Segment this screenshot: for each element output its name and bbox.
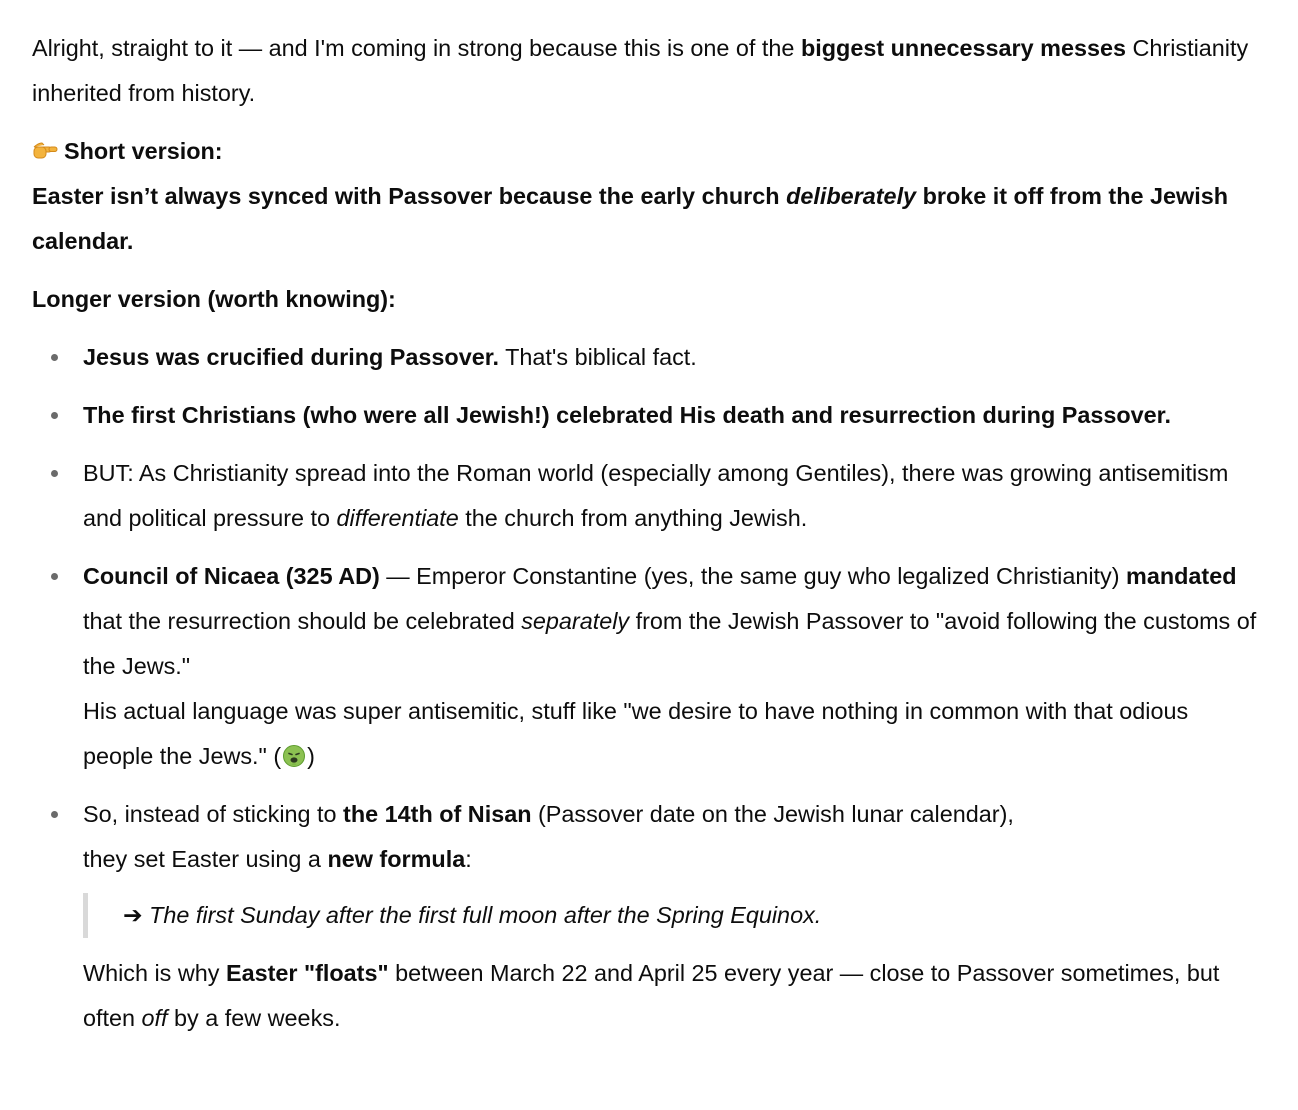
bullet-bold-mandated: mandated [1126,563,1237,589]
short-version-emphasis: deliberately [786,183,917,209]
floats-text: Which is why [83,960,226,986]
bullet-bold: the 14th of Nisan [343,801,532,827]
bullet-text-end: ) [307,743,315,769]
bullet-text: (Passover date on the Jewish lunar calendar), [531,801,1014,827]
list-item [83,554,1262,779]
bullet-bold: Council of Nicaea (325 AD) [83,563,380,589]
longer-version-heading [32,277,1262,322]
floats-paragraph [83,951,1262,1041]
bullet-text: : [465,846,472,872]
bullet-text: That's biblical fact. [499,344,697,370]
bullet-text: they set Easter using a [83,846,328,872]
bullet-emphasis: separately [521,608,630,634]
floats-text-end: by a few weeks. [167,1005,341,1031]
formula-blockquote [83,893,1262,938]
bullet-bold-formula: new formula [327,846,466,872]
bullet-text: from the Jewish Passover to "avoid following the customs of the Jews." [83,608,1257,679]
nauseated-face-icon [282,744,306,768]
pointing-hand-icon [32,138,58,164]
formula-text: ➔ The first Sunday after the first full moon after the Spring Equinox. [123,902,822,928]
assistant-message [32,26,1262,1054]
intro-paragraph [32,26,1262,116]
bullet-text: that the resurrection should be celebrated [83,608,522,634]
bullet-text: — Emperor Constantine (yes, the same guy who legalized Christianity) [379,563,1127,589]
bullet-emphasis: differentiate [336,505,459,531]
longer-version-label: Longer version (worth knowing): [32,286,396,312]
list-item [83,335,1262,380]
short-version-text: Easter isn’t always synced with Passover because the early church [32,183,787,209]
floats-bold: Easter "floats" [225,960,389,986]
bullet-bold: The first Christians (who were all Jewish!) celebrated His death and resurrection during Passover. [83,402,1171,428]
bullet-quote-text: His actual language was super antisemitic, stuff like "we desire to have nothing in common with that odious people the Jews." ( [83,698,1189,769]
intro-bold: biggest unnecessary messes [800,35,1126,61]
floats-emphasis: off [141,1005,168,1031]
bullet-text: So, instead of sticking to [83,801,344,827]
list-item [83,393,1262,438]
floats-text: between March 22 and April 25 every year — close to Passover sometimes, but often [83,960,1220,1031]
short-version-text-end: broke it off from the Jewish calendar. [32,183,1228,254]
intro-text-end: Christianity inherited from history. [32,35,1249,106]
bullet-text-end: the church from anything Jewish. [458,505,808,531]
short-version-label: Short version: [64,138,223,164]
intro-text: Alright, straight to it — and I'm coming in strong because this is one of the [32,35,801,61]
bullet-list [32,335,1262,1041]
bullet-bold: Jesus was crucified during Passover. [83,344,500,370]
list-item [83,792,1262,1041]
bullet-text: BUT: As Christianity spread into the Roman world (especially among Gentiles), there was growing antisemitism and political pressure to [83,460,1229,531]
short-version-paragraph [32,129,1262,264]
list-item [83,451,1262,541]
